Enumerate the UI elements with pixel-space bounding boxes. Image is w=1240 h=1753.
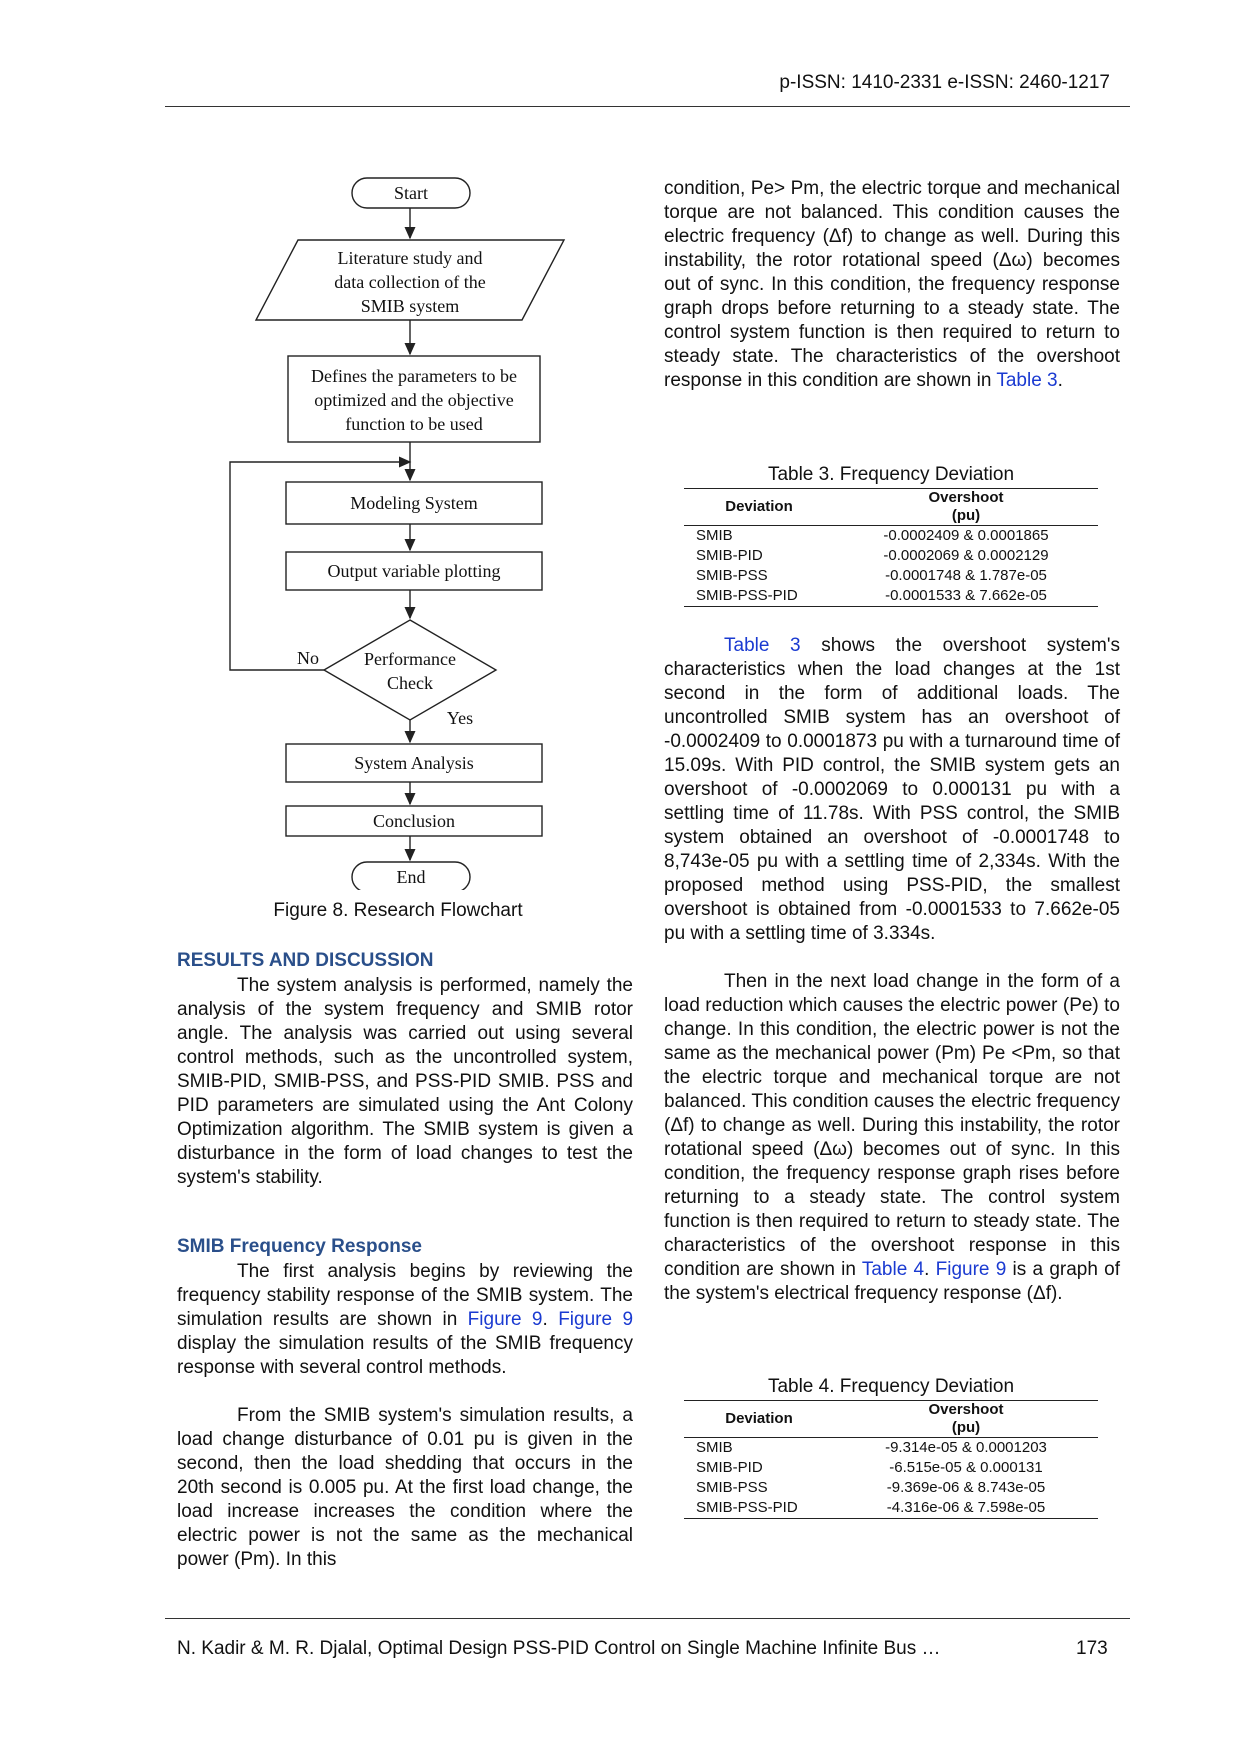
- table-3-link[interactable]: Table 3: [996, 370, 1058, 391]
- table3-header-overshoot: [834, 489, 1098, 526]
- figure-9-link[interactable]: Figure 9: [467, 1309, 543, 1330]
- table-row: [684, 586, 1098, 607]
- flow-define-line: Defines the parameters to be: [311, 366, 517, 386]
- table4-header-overshoot: [834, 1401, 1098, 1438]
- table-cell: -0.0001748 & 1.787e-05: [885, 567, 1047, 584]
- header-rule: [165, 106, 1130, 107]
- flow-performance-line: Check: [387, 673, 433, 693]
- paragraph-text: is a graph of the system's electrical frequency response (Δf).: [664, 1259, 1120, 1304]
- table3-header-line: Overshoot: [928, 489, 1004, 506]
- footer-citation: N. Kadir & M. R. Djalal, Optimal Design PSS-PID Control on Single Machine Infinite Bus …: [177, 1638, 941, 1659]
- table4-caption: Table 4. Frequency Deviation: [767, 1376, 1015, 1397]
- table-row: [684, 566, 1098, 586]
- flow-literature-line: data collection of the: [334, 272, 486, 292]
- table-cell: SMIB-PSS-PID: [696, 587, 798, 604]
- figure-caption: Figure 8. Research Flowchart: [273, 900, 523, 921]
- table-cell: -0.0002409 & 0.0001865: [883, 527, 1049, 544]
- paragraph-text: .: [924, 1259, 936, 1280]
- page-number: 173: [1076, 1638, 1108, 1659]
- table-cell: -6.515e-05 & 0.000131: [889, 1459, 1043, 1476]
- frequency-text: The first analysis begins by reviewing the frequency stability response of the SMIB system. The simulation results are shown in: [177, 1261, 633, 1330]
- table-row: [684, 1498, 1098, 1519]
- table-cell: SMIB-PSS-PID: [696, 1499, 798, 1516]
- journal-issn: p-ISSN: 1410-2331 e-ISSN: 2460-1217: [779, 72, 1110, 93]
- table-cell: -9.314e-05 & 0.0001203: [885, 1439, 1047, 1456]
- flow-conclusion-label: Conclusion: [372, 811, 456, 831]
- frequency-paragraph: [177, 1260, 633, 1380]
- table3-header-deviation: Deviation: [725, 498, 793, 515]
- flow-output-label: Output variable plotting: [327, 561, 501, 581]
- right-paragraph-1: [664, 177, 1120, 393]
- flow-define-line: function to be used: [345, 414, 483, 434]
- table-cell: -9.369e-06 & 8.743e-05: [886, 1479, 1046, 1496]
- paragraph-text: .: [1057, 370, 1063, 391]
- table-cell: SMIB-PID: [696, 547, 763, 564]
- table4: [684, 1400, 1098, 1519]
- flow-modeling-label: Modeling System: [350, 493, 478, 513]
- flow-analysis-label: System Analysis: [354, 753, 474, 773]
- research-flowchart: [220, 170, 580, 890]
- right-paragraph-2: [664, 634, 1120, 946]
- flow-end-label: End: [396, 867, 426, 887]
- right-paragraph-3: [664, 970, 1120, 1306]
- flow-literature-line: SMIB system: [360, 296, 460, 316]
- flow-performance-line: Performance: [364, 649, 456, 669]
- flow-start-label: Start: [394, 183, 428, 203]
- table4-header-line: (pu): [951, 1419, 981, 1436]
- paragraph-text: shows the overshoot system's characteristics when the load changes at the 1st second in the form of additional loads. The uncontrolled SMIB system has an overshoot of -0.0002409 to 0.0001873 pu with a turnaround time of 15.09s. With PID control, the SMIB system gets an overshoot of -0.0002069 to 0.000131 pu with a settling time of 11.78s. With PSS control, the SMIB system obtained an overshoot of -0.0001748 to 8,743e-05 pu with a settling time of 2,334s. With the proposed method using PSS-PID, the smallest overshoot is obtained from -0.0001533 to 7.662e-05 pu with a settling time of 3.334s.: [664, 635, 1120, 944]
- table-row: [684, 1478, 1098, 1498]
- table-cell: -0.0001533 & 7.662e-05: [885, 587, 1047, 604]
- table4-header-deviation: Deviation: [725, 1410, 793, 1427]
- subsection-heading: SMIB Frequency Response: [177, 1236, 422, 1257]
- table-cell: -4.316e-06 & 7.598e-05: [886, 1499, 1046, 1516]
- table-row: [684, 526, 1098, 547]
- table3: [684, 488, 1098, 607]
- paragraph-text: condition, Pe> Pm, the electric torque and mechanical torque are not balanced. This condition causes the electric frequency (Δf) to change as well. During this instability, the rotor rotational speed (Δω) becomes out of sync. In this condition, the frequency response graph drops before returning to a steady state. The control system function is then required to return to steady state. The characteristics of the overshoot response in this condition are shown in: [664, 178, 1120, 391]
- table-cell: -0.0002069 & 0.0002129: [883, 547, 1049, 564]
- table-row: [684, 1438, 1098, 1459]
- table4-header-line: Overshoot: [928, 1401, 1004, 1418]
- table-row: [684, 1458, 1098, 1478]
- figure-9-link[interactable]: Figure 9: [558, 1309, 634, 1330]
- frequency-text: .: [542, 1309, 559, 1330]
- simulation-paragraph: From the SMIB system's simulation results, a load change disturbance of 0.01 pu is given in the second, then the load shedding that occurs in the 20th second is 0.005 pu. At the first load change, the load increase increases the condition where the electric power is not the same as the mechanical power (Pm). In this: [177, 1405, 633, 1570]
- table-3-link[interactable]: Table 3: [724, 635, 801, 656]
- table-cell: SMIB: [696, 1439, 733, 1456]
- footer-rule: [165, 1618, 1130, 1619]
- flow-define-line: optimized and the objective: [314, 390, 514, 410]
- table-row: [684, 546, 1098, 566]
- flow-no-label: No: [297, 648, 319, 668]
- flow-yes-label: Yes: [446, 708, 474, 728]
- flow-literature-line: Literature study and: [337, 248, 483, 268]
- paragraph-text: Then in the next load change in the form of a load reduction which causes the electric power (Pe) to change. In this condition, the electric power is not the same as the mechanical power (Pm) Pe <Pm, so that the electric torque and mechanical torque are not balanced. This condition causes the electric frequency (Δf) to change as well. During this instability, the rotor rotational speed (Δω) becomes out of sync. In this condition, the frequency response graph rises before returning to a steady state. The control system function is then required to return to steady state. The characteristics of the overshoot response in this condition are shown in: [664, 971, 1120, 1280]
- results-paragraph: The system analysis is performed, namely the analysis of the system frequency and SMIB rotor angle. The analysis was carried out using several control methods, such as the uncontrolled system, SMIB-PID, SMIB-PSS, and PSS-PID SMIB. PSS and PID parameters are simulated using the Ant Colony Optimization algorithm. The SMIB system is given a disturbance in the form of load changes to test the system's stability.: [177, 975, 633, 1188]
- table3-caption: Table 3. Frequency Deviation: [767, 464, 1015, 485]
- frequency-text: display the simulation results of the SMIB frequency response with several control methods.: [177, 1333, 633, 1378]
- table-cell: SMIB-PSS: [696, 567, 768, 584]
- figure-9-link[interactable]: Figure 9: [935, 1259, 1007, 1280]
- section-heading: RESULTS AND DISCUSSION: [177, 950, 434, 971]
- table-4-link[interactable]: Table 4: [861, 1259, 925, 1280]
- table-cell: SMIB: [696, 527, 733, 544]
- table-cell: SMIB-PSS: [696, 1479, 768, 1496]
- flow-performance-check: [324, 620, 496, 720]
- table-cell: SMIB-PID: [696, 1459, 763, 1476]
- table3-header-line: (pu): [951, 507, 981, 524]
